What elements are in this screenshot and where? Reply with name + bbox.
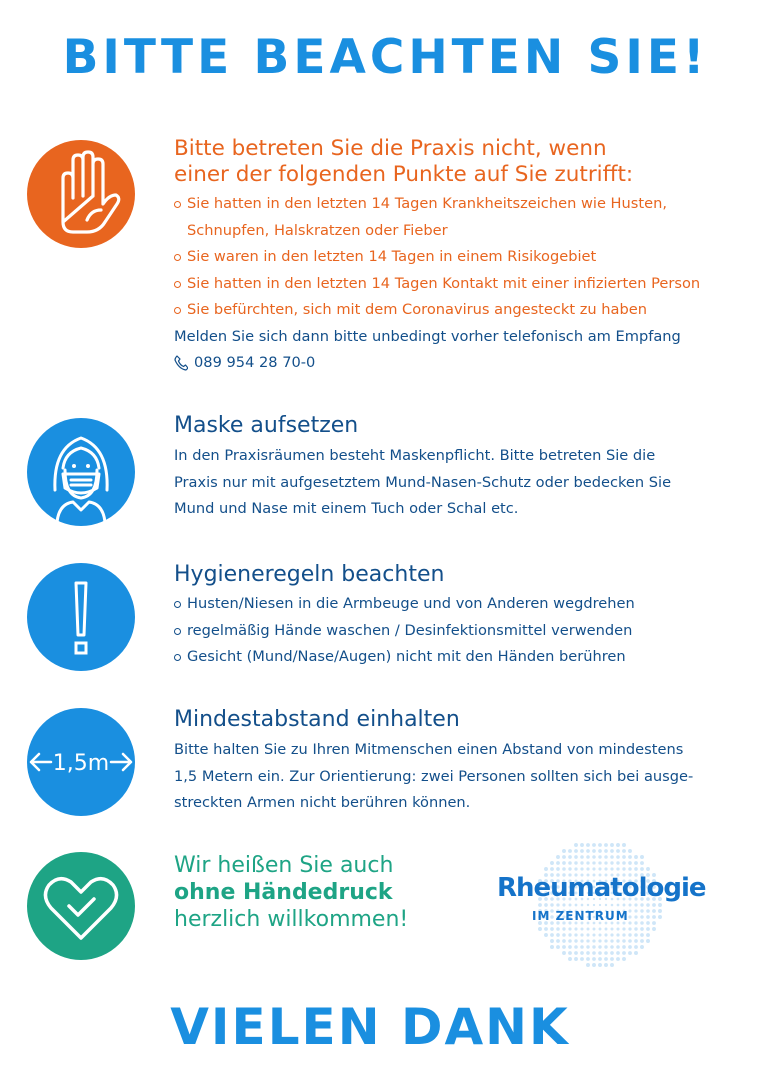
section1-bullet: Sie hatten in den letzten 14 Tagen Kontakt mit einer infizierten Person [174,271,744,298]
logo-dots [488,838,708,968]
distance-label: 1,5m [52,751,110,776]
heart-check-icon [27,852,135,960]
phone-number[interactable]: 089 954 28 70-0 [194,354,316,371]
distance-arrow-icon [27,708,135,816]
welcome-line1: Wir heißen Sie auch [174,853,394,878]
footer-text: VIELEN DANK [170,998,570,1056]
section2-line: Mund und Nase mit einem Tuch oder Schal etc. [174,500,519,517]
stop-hand-icon [27,140,135,248]
section4-line: streckten Armen nicht berühren können. [174,794,471,811]
welcome-line2: ohne Händedruck [174,880,393,905]
section3-heading: Hygieneregeln beachten [174,562,445,587]
section3-bullet: Gesicht (Mund/Nase/Augen) nicht mit den Händen berühren [174,644,744,671]
section1-note: Melden Sie sich dann bitte unbedingt vorher telefonisch am Empfang [174,327,681,345]
section2-line: Praxis nur mit aufgesetztem Mund-Nasen-Schutz oder bedecken Sie [174,473,672,491]
exclamation-icon [27,563,135,671]
logo-sub: IM ZENTRUM [532,909,629,923]
section3-bullet: regelmäßig Hände waschen / Desinfektionsmittel verwenden [174,618,744,645]
phone-icon [174,355,188,371]
section4-line: Bitte halten Sie zu Ihren Mitmenschen einen Abstand von mindestens [174,741,684,758]
section4-heading: Mindestabstand einhalten [174,707,460,732]
section1-bullet: Sie hatten in den letzten 14 Tagen Krankheitszeichen wie Husten, [174,191,744,218]
section3 [174,561,744,671]
section1-heading-line2: einer der folgenden Punkte auf Sie zutrifft: [174,162,634,187]
phone-row [174,350,744,377]
section2-line: In den Praxisräumen besteht Maskenpflicht. Bitte betreten Sie die [174,447,656,464]
section5-circle [27,852,135,960]
section1-bullet: Sie waren in den letzten 14 Tagen in einem Risikogebiet [174,244,744,271]
section3-circle [27,563,135,671]
section1-bullet: Sie befürchten, sich mit dem Coronavirus angesteckt zu haben [174,297,744,324]
page-title: BITTE BEACHTEN SIE! [62,30,709,85]
mask-person-icon [27,418,135,526]
section1-bullet-cont: Schnupfen, Halskratzen oder Fieber [187,221,448,239]
section4 [174,706,744,817]
section3-bullet: Husten/Niesen in die Armbeuge und von Anderen wegdrehen [174,591,744,618]
section1 [174,136,744,377]
section2 [174,412,744,523]
section4-line: 1,5 Metern ein. Zur Orientierung: zwei Personen sollten sich bei ausge- [174,767,694,785]
section2-heading: Maske aufsetzen [174,413,359,438]
welcome-line3: herzlich willkommen! [174,907,409,932]
section4-circle [27,708,135,816]
section2-circle [27,418,135,526]
logo-name: Rheumatologie [497,873,706,903]
welcome-text [174,852,408,933]
section1-heading-line1: Bitte betreten Sie die Praxis nicht, wenn [174,136,607,161]
section1-circle [27,140,135,248]
